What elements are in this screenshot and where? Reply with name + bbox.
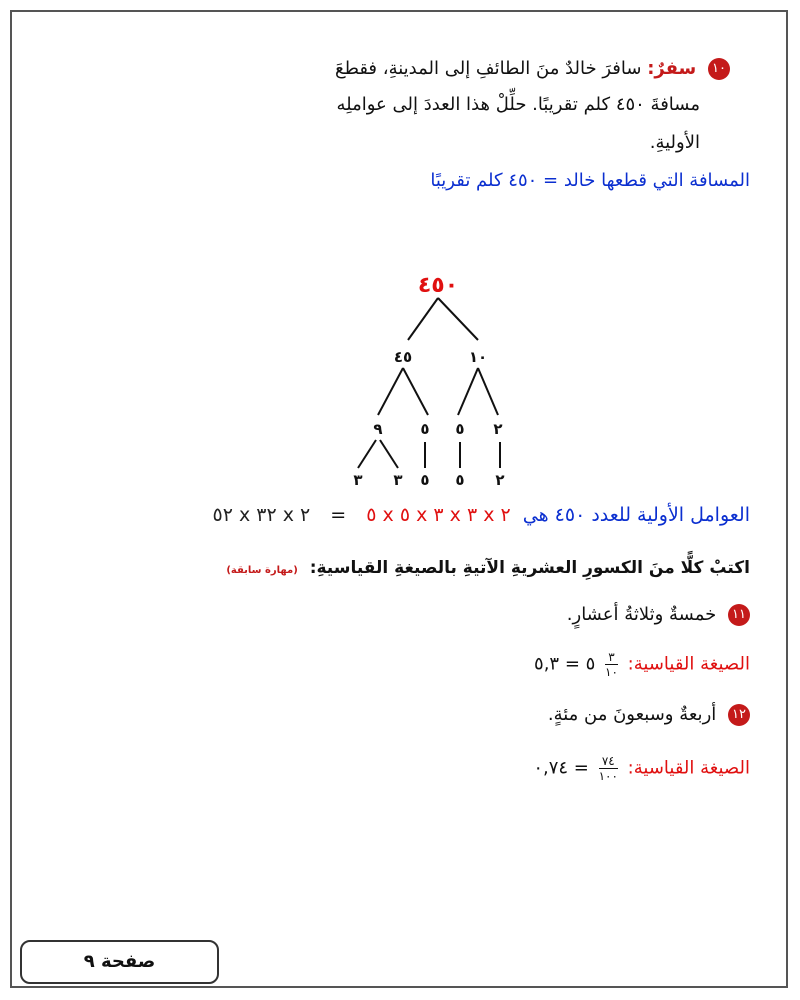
tree-node-10: ١٠ xyxy=(468,348,488,366)
problem-11-fraction xyxy=(605,650,618,679)
problem-11-frac-den: ١٠ xyxy=(605,665,618,679)
section-instruction-line xyxy=(226,558,750,578)
section-instruction: اكتبْ كلًّا منَ الكسورِ العشريةِ الآتيةِ بالصيغةِ القياسيةِ: xyxy=(309,558,750,578)
problem-10-keyword: سفرٌ: xyxy=(647,58,697,79)
prime-factors-product: ٢ x ٣ x ٣ x ٥ x ٥ xyxy=(366,504,511,526)
tree-node-2a: ٢ xyxy=(493,420,503,438)
problem-11-result: = ٥,٣ xyxy=(534,653,580,675)
problem-12-line xyxy=(548,704,750,726)
problem-10-line-1 xyxy=(335,58,730,80)
tree-leaf-2: ٢ xyxy=(495,471,505,489)
problem-10-text-1: سافرَ خالدٌ منَ الطائفِ إلى المدينةِ، فقطعَ xyxy=(334,58,642,79)
problem-12-answer-label: الصيغة القياسية: xyxy=(627,757,750,779)
tree-leaf-3a: ٣ xyxy=(393,471,403,489)
problem-12-result: = ٠,٧٤ xyxy=(533,757,589,779)
prime-factors-line xyxy=(212,504,750,526)
page-number: صفحة ٩ xyxy=(83,951,156,972)
problem-11-answer-label: الصيغة القياسية: xyxy=(627,653,750,675)
problem-12-number: ١٢ xyxy=(728,704,750,726)
problem-12-frac-den: ١٠٠ xyxy=(598,769,618,783)
tree-leaf-5a: ٥ xyxy=(455,471,465,489)
tree-leaf-3b: ٣ xyxy=(353,471,363,489)
section-tag: (مهارة سابقة) xyxy=(226,565,298,576)
problem-12-frac-num: ٧٤ xyxy=(601,754,615,768)
problem-11-frac-num: ٣ xyxy=(608,650,615,664)
problem-12-text: أربعةٌ وسبعونَ من مئةٍ. xyxy=(547,704,717,725)
prime-factors-label: العوامل الأولية للعدد ٤٥٠ هي xyxy=(522,504,750,526)
problem-11-answer xyxy=(534,650,750,679)
problem-11-line xyxy=(567,604,750,626)
tree-leaf-5b: ٥ xyxy=(420,471,430,489)
tree-root: ٤٥٠ xyxy=(417,273,459,298)
problem-11-number: ١١ xyxy=(728,604,750,626)
tree-node-9: ٩ xyxy=(373,420,383,438)
factor-tree xyxy=(278,200,538,490)
problem-11-text: خمسةٌ وثلاثةُ أعشارٍ. xyxy=(566,604,717,625)
tree-node-45: ٤٥ xyxy=(393,348,413,366)
problem-10-line-2: مسافةَ ٤٥٠ كلم تقريبًا. حلِّلْ هذا العددَ إلى عواملِه xyxy=(336,94,700,115)
problem-12-answer xyxy=(533,754,750,783)
page-number-box xyxy=(20,940,219,984)
tree-node-5b: ٥ xyxy=(420,420,430,438)
problem-10-answer: المسافة التي قطعها خالد = ٤٥٠ كلم تقريبًا xyxy=(430,170,750,191)
page-content xyxy=(28,28,770,970)
problem-10-number: ١٠ xyxy=(708,58,730,80)
problem-12-fraction xyxy=(599,754,618,783)
equals-sign: = xyxy=(330,504,347,526)
problem-10-line-3: الأوليةِ. xyxy=(649,132,700,153)
prime-factors-powers: ٢ x ٣٢ x ٥٢ xyxy=(212,504,311,526)
problem-11-whole: ٥ xyxy=(585,653,596,675)
tree-node-5a: ٥ xyxy=(455,420,465,438)
page-frame xyxy=(10,10,788,988)
